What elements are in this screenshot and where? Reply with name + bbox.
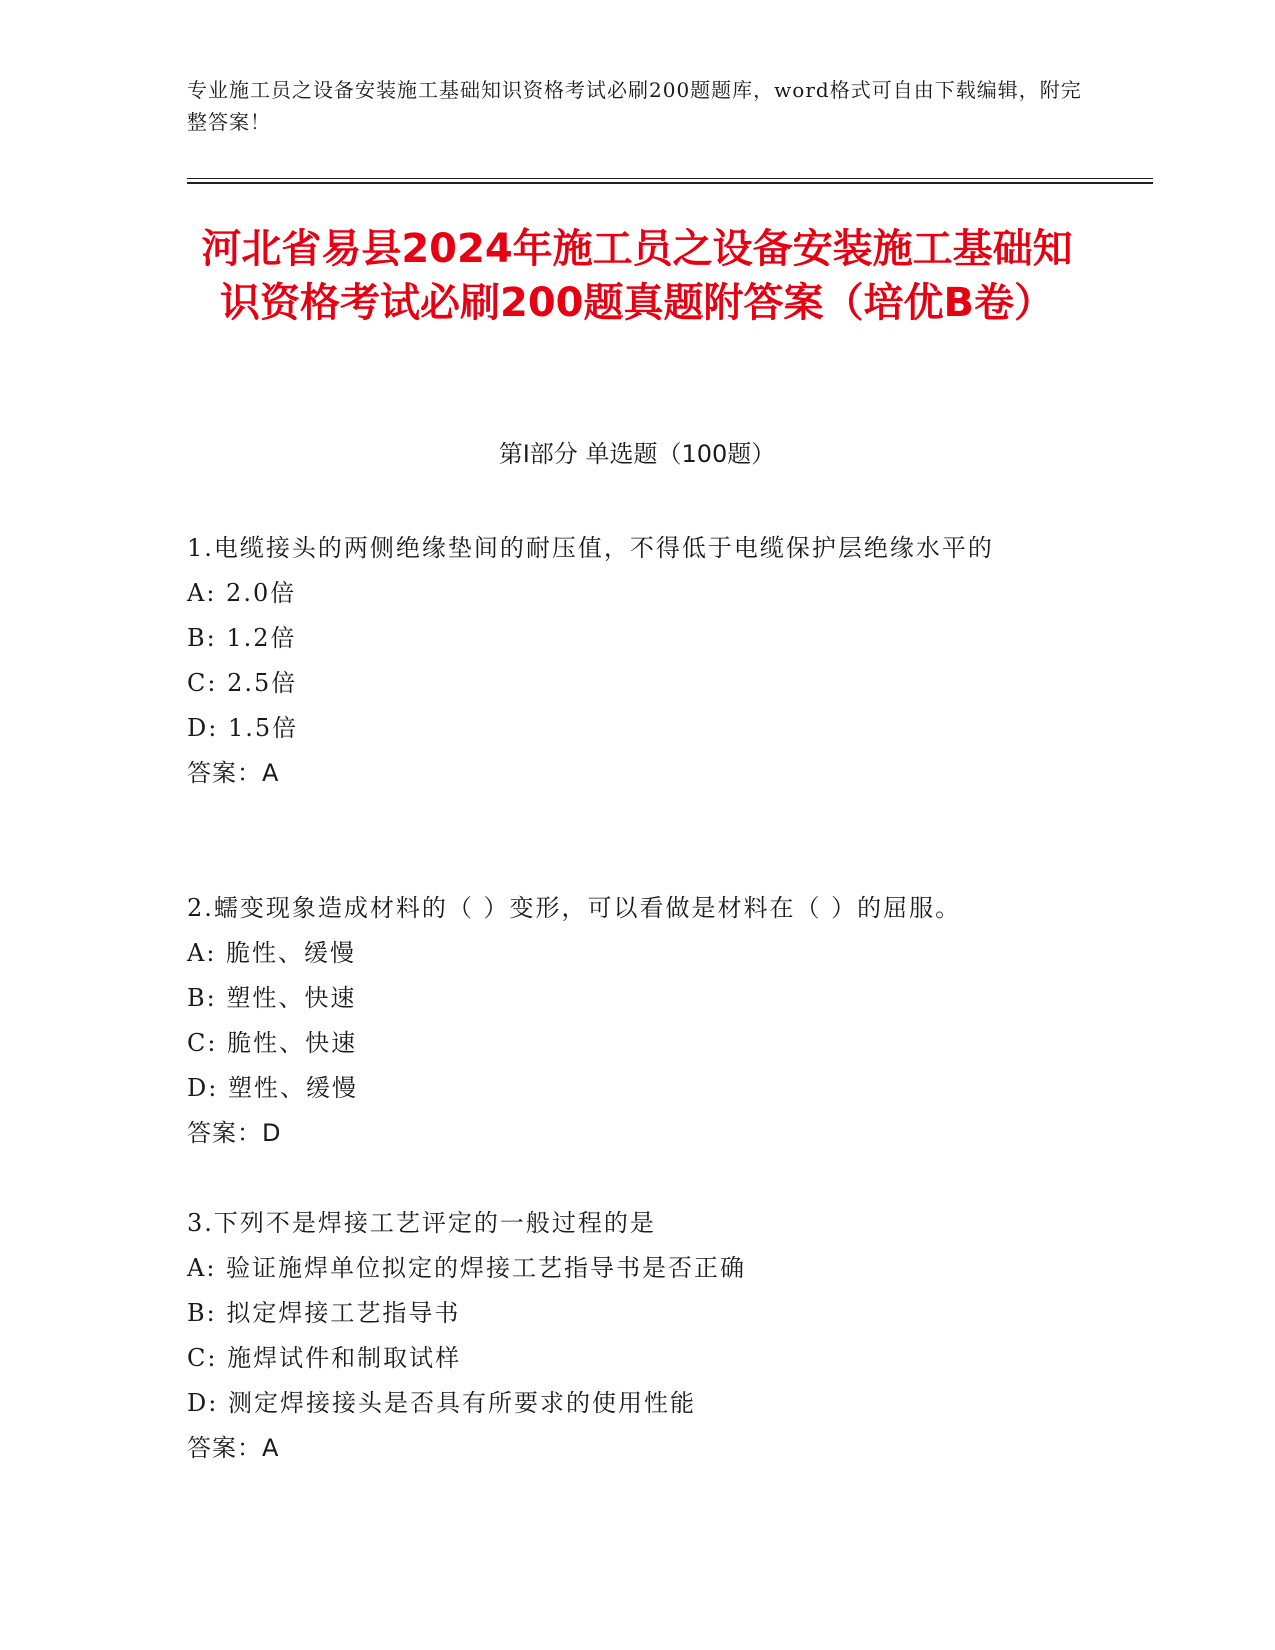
option-c: C: 施焊试件和制取试样 xyxy=(187,1344,462,1372)
option-c: C: 脆性、快速 xyxy=(187,1029,358,1057)
option-c: C: 2.5倍 xyxy=(187,669,298,697)
option-b: B: 拟定焊接工艺指导书 xyxy=(187,1299,461,1327)
question-stem: 1.电缆接头的两侧绝缘垫间的耐压值，不得低于电缆保护层绝缘水平的 xyxy=(187,534,994,562)
header-divider-thick xyxy=(187,182,1153,184)
option-a: A: 脆性、缓慢 xyxy=(187,939,357,967)
option-d: D: 1.5倍 xyxy=(187,714,299,742)
question-stem: 3.下列不是焊接工艺评定的一般过程的是 xyxy=(187,1209,656,1237)
answer: 答案：D xyxy=(187,1119,282,1147)
document-title: 河北省易县2024年施工员之设备安装施工基础知识资格考试必刷200题真题附答案（培优B卷） xyxy=(201,226,1073,326)
section-title: 第I部分 单选题（100题） xyxy=(498,440,776,468)
question-3 xyxy=(187,1201,1067,1471)
question-stem: 2.蠕变现象造成材料的（ ）变形，可以看做是材料在（ ）的屈服。 xyxy=(187,894,962,922)
option-b: B: 塑性、快速 xyxy=(187,984,357,1012)
option-b: B: 1.2倍 xyxy=(187,624,297,652)
question-1 xyxy=(187,526,1067,796)
option-d: D: 测定焊接接头是否具有所要求的使用性能 xyxy=(187,1389,696,1417)
header-note: 专业施工员之设备安装施工基础知识资格考试必刷200题题库，word格式可自由下载编辑，附完整答案！ xyxy=(187,78,1082,134)
option-a: A: 验证施焊单位拟定的焊接工艺指导书是否正确 xyxy=(187,1254,747,1282)
answer: 答案：A xyxy=(187,1434,280,1462)
option-a: A: 2.0倍 xyxy=(187,579,297,607)
question-2 xyxy=(187,886,1067,1156)
header-divider-thin xyxy=(187,178,1153,179)
option-d: D: 塑性、缓慢 xyxy=(187,1074,358,1102)
answer: 答案：A xyxy=(187,759,280,787)
